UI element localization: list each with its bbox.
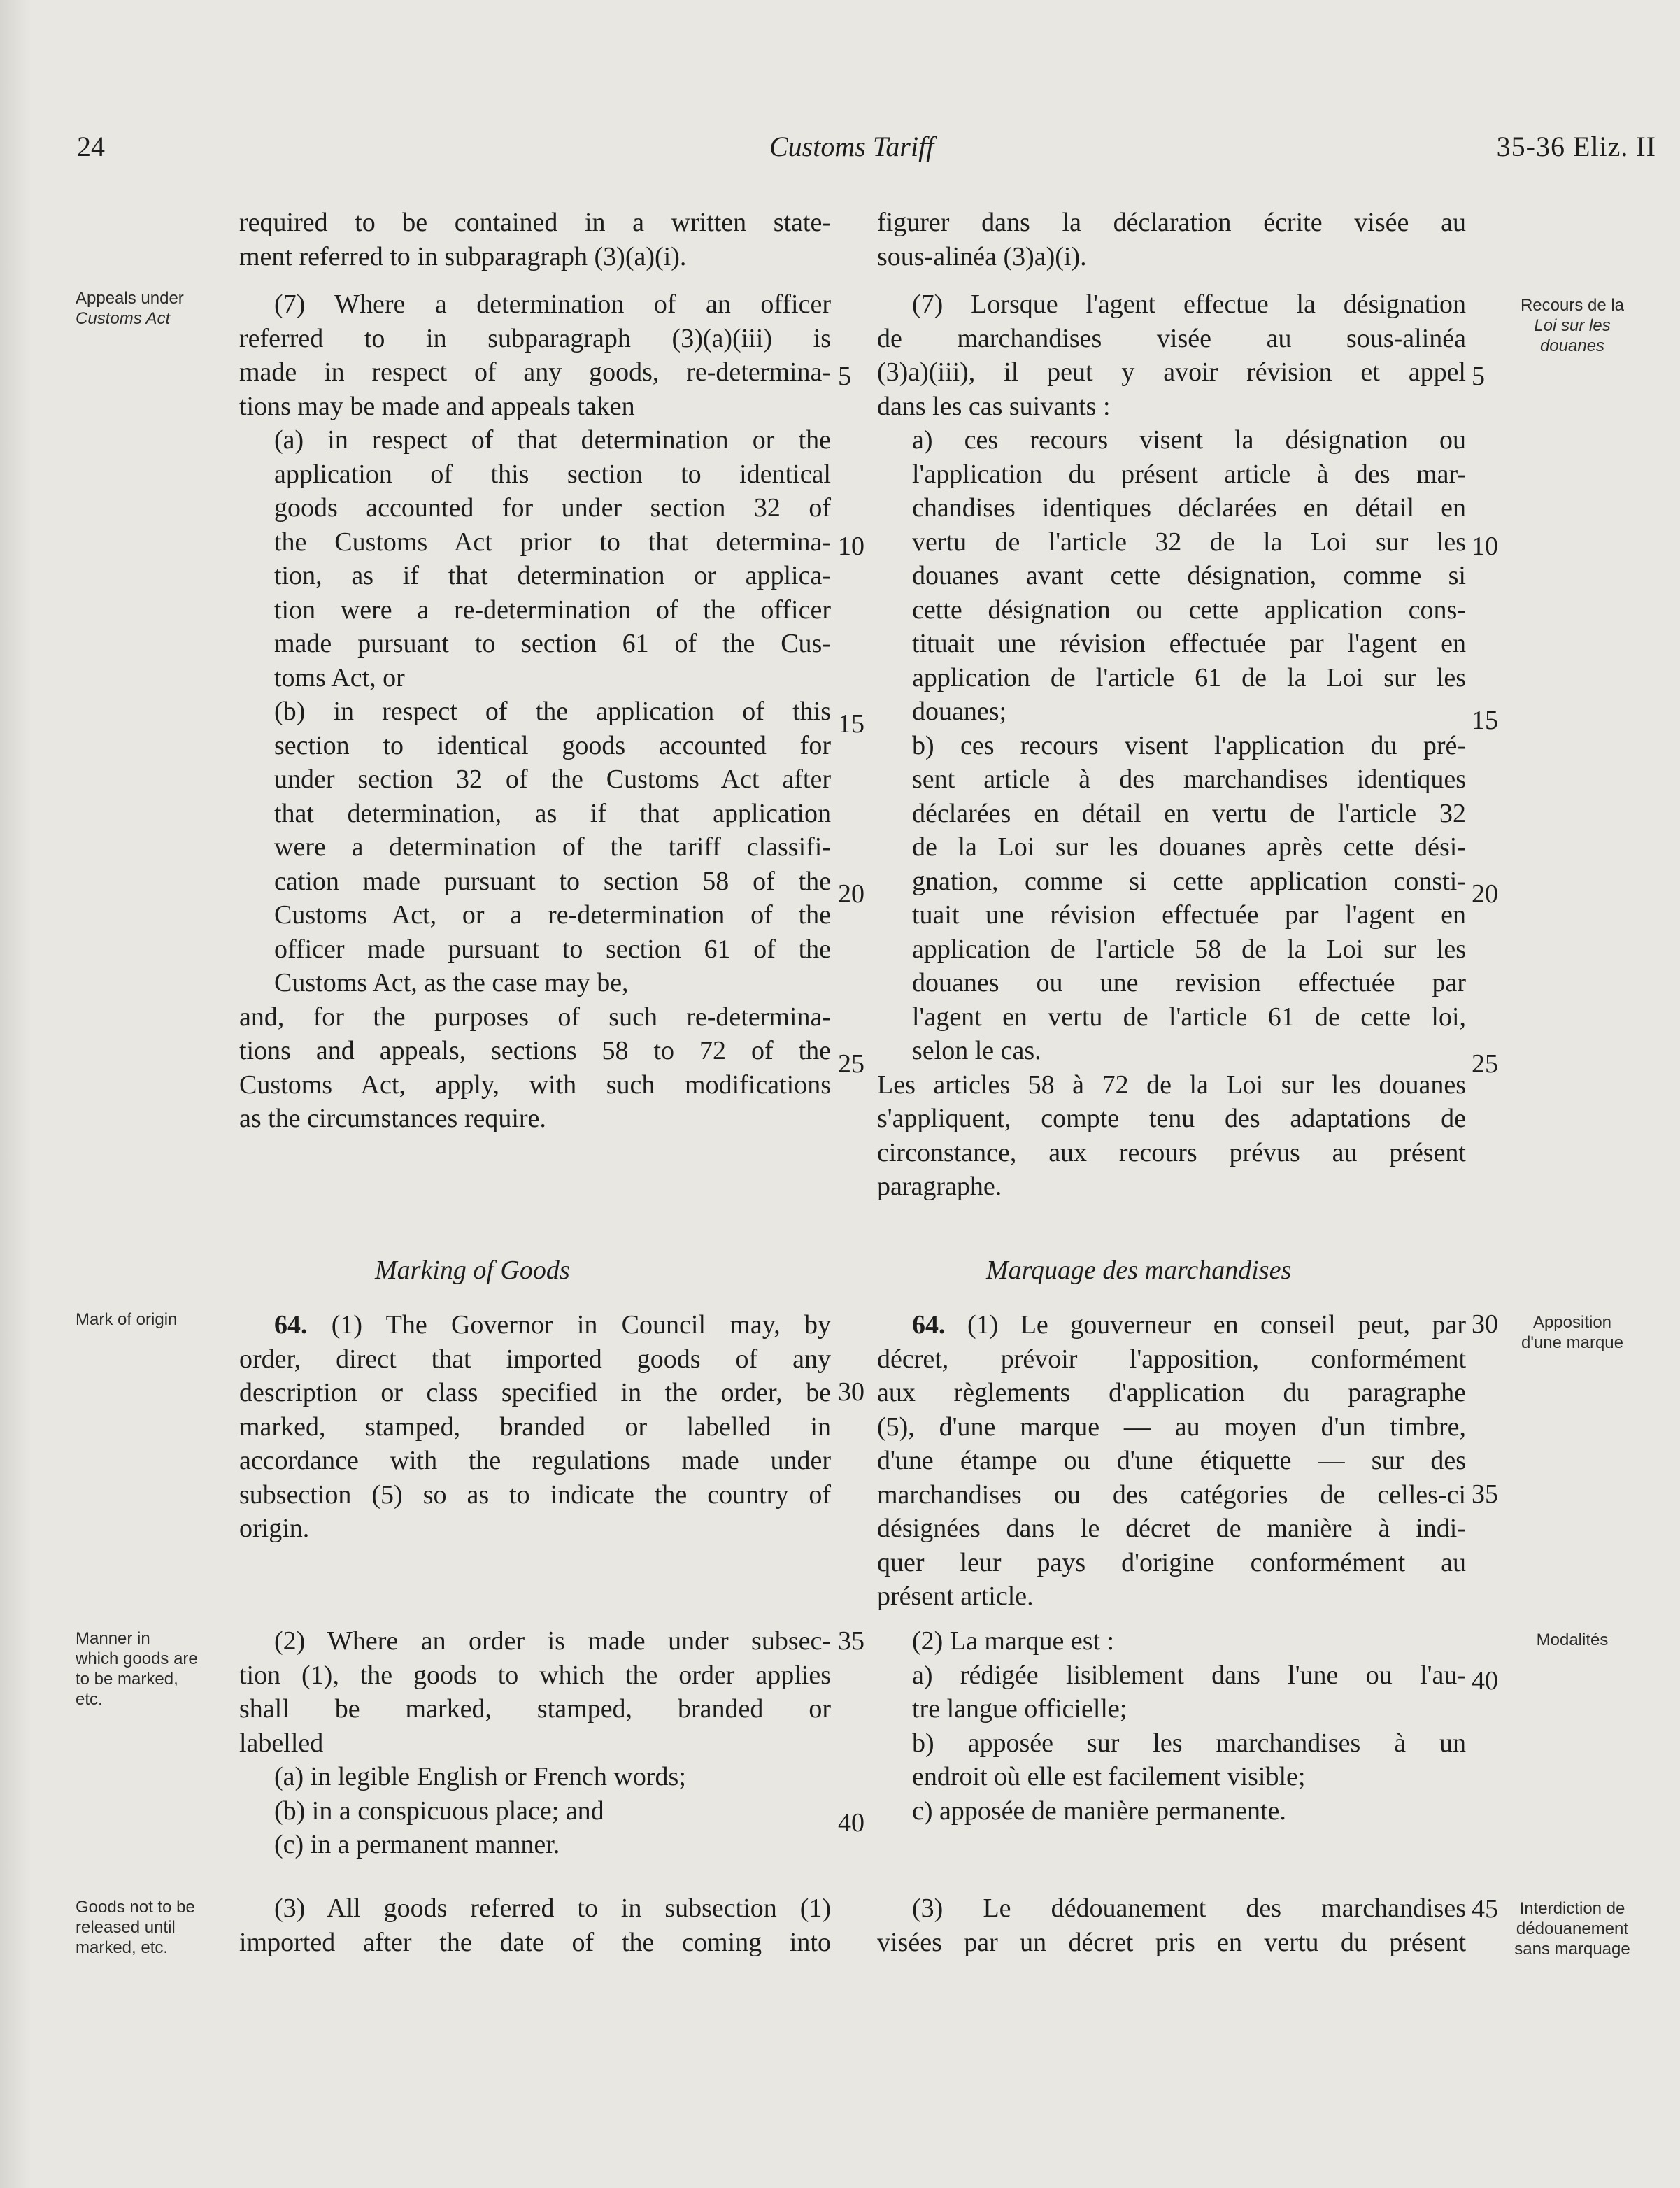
french-subsection-2: (2) La marque est : a) rédigée lisiblement dans l'une ou l'au- tre langue officielle; b) apposée sur les marchandises à un endroit où elle est facilement visible; c) apposée de manière permanente. — [912, 1626, 1466, 1826]
line-number: 5 — [1472, 362, 1485, 391]
english-subsection-3: (3) All goods referred to in subsection (1) imported after the date of the coming into — [239, 1894, 831, 1957]
line-number: 20 — [838, 879, 864, 909]
line-number: 35 — [838, 1626, 864, 1656]
french-section-64: 64. (1) Le gouverneur en conseil peut, par décret, prévoir l'apposition, conformément aux règlements d'application du paragraphe (5), d'une marque — au moyen d'un timbre, d'une étampe ou d'une étiquette — sur des marchandises ou des catégories de celles-ci désignées dans le décret de manière à indi- quer leur pays d'origine conformément au présent article. — [877, 1310, 1466, 1611]
margin-note-not-released: Goods not to be released until marked, etc. — [76, 1898, 195, 1957]
french-subsection-3: (3) Le dédouanement des marchandises visées par un décret pris en vertu du présent — [877, 1894, 1466, 1957]
english-section-64: 64. (1) The Governor in Council may, by order, direct that imported goods of any description or class specified in the order, be marked, stamped, branded or labelled in accordance with the regulations made under subsection (5) so as to indicate the country of origin. — [239, 1310, 831, 1543]
line-number: 45 — [1472, 1894, 1498, 1924]
line-number: 40 — [1472, 1666, 1498, 1696]
english-subsection-2: (2) Where an order is made under subsec- tion (1), the goods to which the order applies shall be marked, stamped, branded or labelled (a) in legible English or French words; (b) in a conspicuous place; and (c) in a permanent manner. — [239, 1626, 831, 1859]
margin-note-appeals: Appeals under Customs Act — [76, 289, 184, 328]
margin-note-manner: Manner in which goods are to be marked, etc. — [76, 1629, 198, 1709]
line-number: 10 — [1472, 532, 1498, 561]
margin-note-apposition: Apposition d'une marque — [1521, 1313, 1623, 1352]
line-number: 15 — [838, 709, 864, 739]
heading-marking-of-goods: Marking of Goods — [375, 1256, 570, 1285]
line-number: 25 — [1472, 1049, 1498, 1079]
page-title: Customs Tariff — [769, 131, 934, 162]
line-number: 5 — [838, 362, 851, 391]
english-column: required to be contained in a written state- ment referred to in subparagraph (3)(a)(i). (7) Where a determination of an officer referred to in subparagraph (3)(a)(iii) is made in respect of any goods, re-determina- tions may be made and appeals taken (a) in respect of that determination or the application of this section to identical goods accounted for under section 32 of the Customs Act prior to that determina- tion, as if that determination or applica- tion were a re-determination of the officer made pursuant to section 61 of the Cus- toms Act, or (b) in respect of the application of this section to identical goods accounted for under section 32 of the Customs Act after that determination, as if that application were a determination of the tariff classifi- cation made pursuant to section 58 of the Customs Act, or a re-determination of the officer made pursuant to section 61 of the Customs Act, as the case may be, and, for the purposes of such re-determina- tions and appeals, sections 58 to 72 of the Customs Act, apply, with such modifications as the circumstances require. — [239, 208, 831, 1133]
page-number: 24 — [77, 131, 105, 162]
french-column: figurer dans la déclaration écrite visée au sous-alinéa (3)a)(i). (7) Lorsque l'agent effectue la désignation de marchandises visée au sous-alinéa (3)a)(iii), il peut y avoir révision et appel dans les cas suivants : a) ces recours visent la désignation ou l'application du présent article à des mar- chandises identiques déclarées en détail en vertu de l'article 32 de la Loi sur les douanes avant cette désignation, comme si cette désignation ou cette application cons- tituait une révision effectuée par l'agent en application de l'article 61 de la Loi sur les douanes; b) ces recours visent l'application du pré- sent article à des marchandises identiques déclarées en détail en vertu de l'article 32 de la Loi sur les douanes après cette dési- gnation, comme si cette application consti- tuait une révision effectuée par l'agent en application de l'article 58 de la Loi sur les douanes ou une revision effectuée par l'agent en vertu de l'article 61 de cette loi, selon le cas. Les articles 58 à 72 de la Loi sur les douanes s'appliquent, compte tenu des adaptations de circonstance, aux recours prévus au présent paragraphe. — [877, 208, 1466, 1201]
line-number: 30 — [1472, 1309, 1498, 1339]
heading-marquage: Marquage des marchandises — [986, 1256, 1292, 1285]
margin-note-interdiction: Interdiction de dédouanement sans marquage — [1514, 1899, 1630, 1959]
line-number: 25 — [838, 1049, 864, 1079]
line-number: 35 — [1472, 1479, 1498, 1509]
margin-note-modalites: Modalités — [1536, 1631, 1609, 1649]
line-number: 20 — [1472, 879, 1498, 909]
line-number: 15 — [1472, 706, 1498, 735]
binding-shadow — [0, 0, 31, 2188]
regnal-year: 35-36 Eliz. II — [1496, 131, 1656, 162]
line-number: 40 — [838, 1808, 864, 1838]
line-number: 10 — [838, 532, 864, 561]
margin-note-mark-of-origin: Mark of origin — [76, 1310, 178, 1329]
line-number: 30 — [838, 1377, 864, 1407]
margin-note-recours: Recours de la Loi sur les douanes — [1520, 296, 1625, 355]
